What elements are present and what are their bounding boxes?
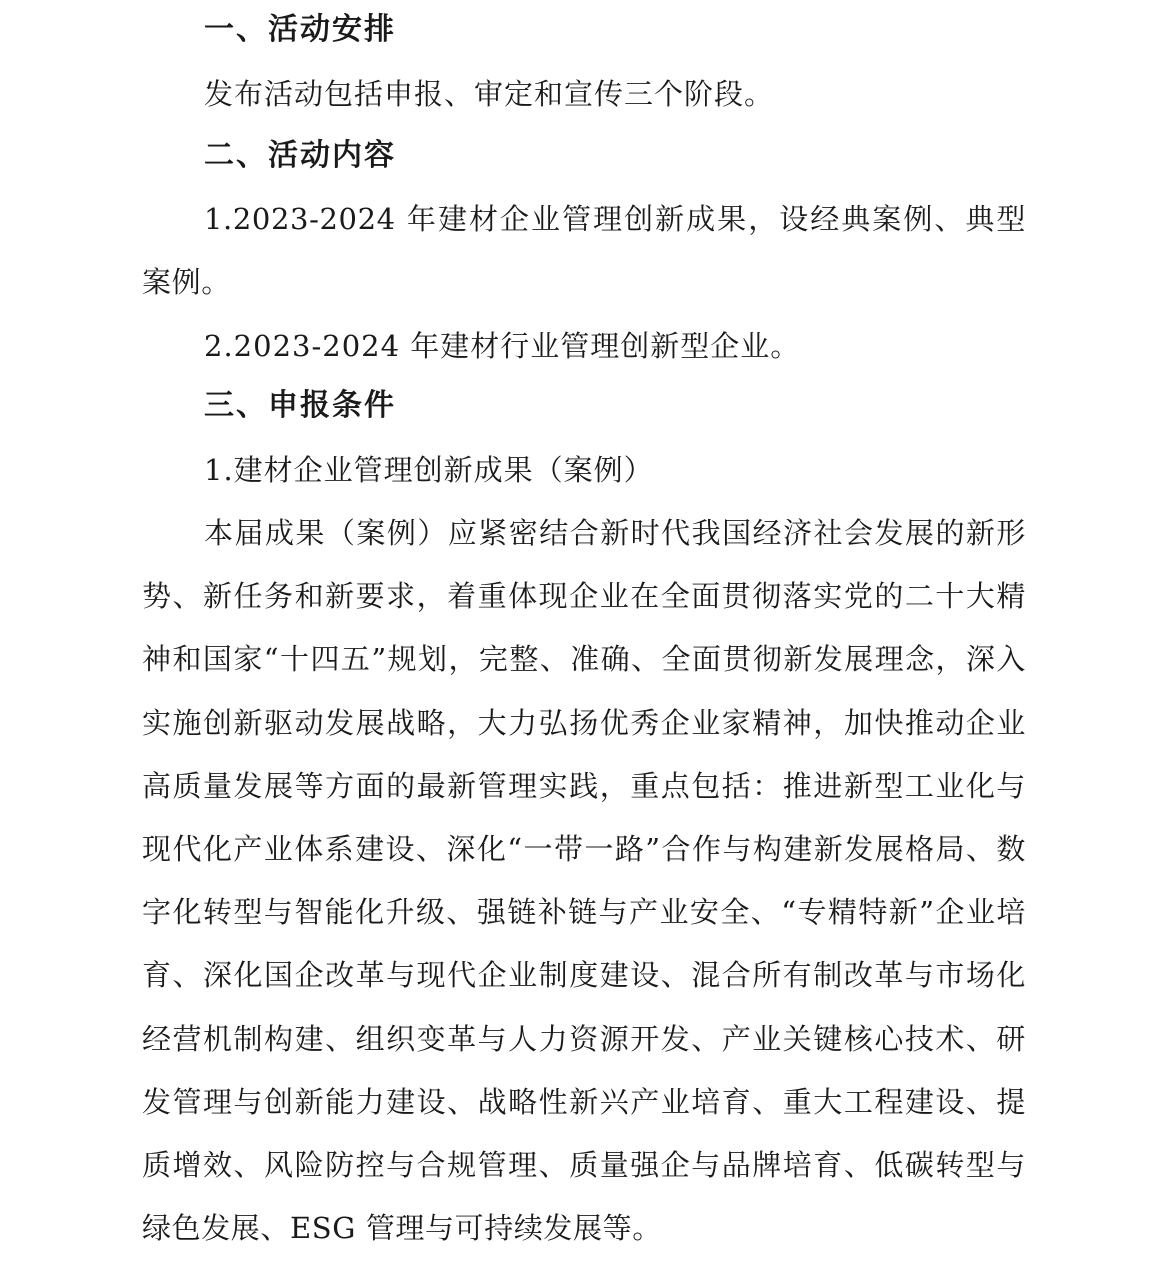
section2-heading: 二、活动内容 (204, 138, 396, 173)
section3-heading: 三、申报条件 (204, 388, 396, 423)
section1-heading: 一、活动安排 (204, 12, 396, 47)
section3-subheading: 1.建材企业管理创新成果（案例） (204, 453, 654, 487)
section2-item-1: 1.2023-2024 年建材企业管理创新成果，设经典案例、典型案例。 (142, 202, 1026, 300)
section2-item-2: 2.2023-2024 年建材行业管理创新型企业。 (204, 329, 801, 363)
section1-text: 发布活动包括申报、审定和宣传三个阶段。 (204, 77, 775, 111)
section3-body: 本届成果（案例）应紧密结合新时代我国经济社会发展的新形势、新任务和新要求，着重体现企业在全面贯彻落实党的二十大精神和国家“十四五”规划，完整、准确、全面贯彻新发展理念，深入实施创新驱动发展战略，大力弘扬优秀企业家精神，加快推动企业高质量发展等方面的最新管理实践，重点包括：推进新型工业化与现代化产业体系建设、深化“一带一路”合作与构建新发展格局、数字化转型与智能化升级、强链补链与产业安全、“专精特新”企业培育、深化国企改革与现代企业制度建设、混合所有制改革与市场化经营机制构建、组织变革与人力资源开发、产业关键核心技术、研发管理与创新能力建设、战略性新兴产业培育、重大工程建设、提质增效、风险防控与合规管理、质量强企与品牌培育、低碳转型与绿色发展、ESG 管理与可持续发展等。 (142, 516, 1026, 1246)
